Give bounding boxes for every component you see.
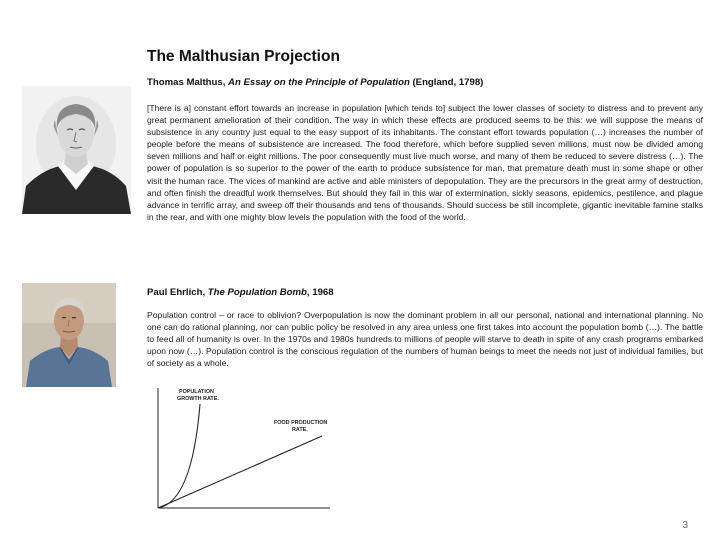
malthus-byline bbox=[147, 77, 483, 88]
ehrlich-byline bbox=[147, 287, 334, 298]
population-label-line-2: GROWTH RATE. bbox=[177, 396, 219, 402]
ehrlich-byline-tail: , 1968 bbox=[306, 287, 334, 298]
food-label-line-2: RATE. bbox=[292, 427, 308, 433]
malthus-work-title: An Essay on the Principle of Population bbox=[228, 77, 410, 88]
ehrlich-quote: Population control – or race to oblivion? Overpopulation is now the dominant problem in all our personal, national and international planning. No one can do rational planning, nor can public policy be resolved in any area unless one first takes into account the population bomb (…). The battle to feed all of humanity is over. In the 1970s and 1980s hundreds to millions of people will starve to death in spite of any crash programs embarked upon now (…). Population control is the conscious regulation of the numbers of human beings to meet the needs not just of individual families, but of society as a whole. bbox=[147, 310, 703, 369]
population-label-line-1: POPULATION bbox=[179, 389, 214, 395]
malthus-quote: [There is a] constant effort towards an increase in population [which tends to] subject the lower classes of society to distress and to prevent any great permanent amelioration of their condition. The way in which these effects are produced seems to be this: we will suppose the means of subsistence in any country just equal to the easy support of its inhabitants. The constant effort towards population (…) increases the number of people before the means of subsistence are increased. The food therefore, which before supplied seven millions, must now be divided among seven millions and half or eight millions. The poor consequently must live much worse, and many of them be reduced to severe distress (…). The power of population is so superior to the power of the earth to produce subsistence for man, that premature death must in some shape or other visit the human race. The vices of mankind are active and able ministers of depopulation. They are the precursors in the great army of destruction, and often finish the dreadful work themselves. But should they fail in this war of extermination, sickly seasons, epidemics, pestilence, and plague advance in terrific array, and sweep off their thousands and tens of thousands. Should success be still incomplete, gigantic inevitable famine stalks in the rear, and with one mighty blow levels the population with the food of the world. bbox=[147, 103, 703, 222]
malthus-byline-tail: (England, 1798) bbox=[409, 77, 484, 88]
ehrlich-photo bbox=[22, 283, 116, 387]
slide-title: The Malthusian Projection bbox=[147, 48, 340, 65]
food-production-line bbox=[158, 436, 322, 508]
malthus-portrait bbox=[22, 86, 131, 214]
malthusian-growth-chart bbox=[146, 384, 334, 514]
page-number: 3 bbox=[682, 520, 688, 531]
ehrlich-work-title: The Population Bomb bbox=[207, 287, 307, 298]
food-label-line-1: FOOD PRODUCTION bbox=[274, 420, 328, 426]
malthus-author: Thomas Malthus, bbox=[147, 77, 229, 88]
ehrlich-author: Paul Ehrlich, bbox=[147, 287, 208, 298]
